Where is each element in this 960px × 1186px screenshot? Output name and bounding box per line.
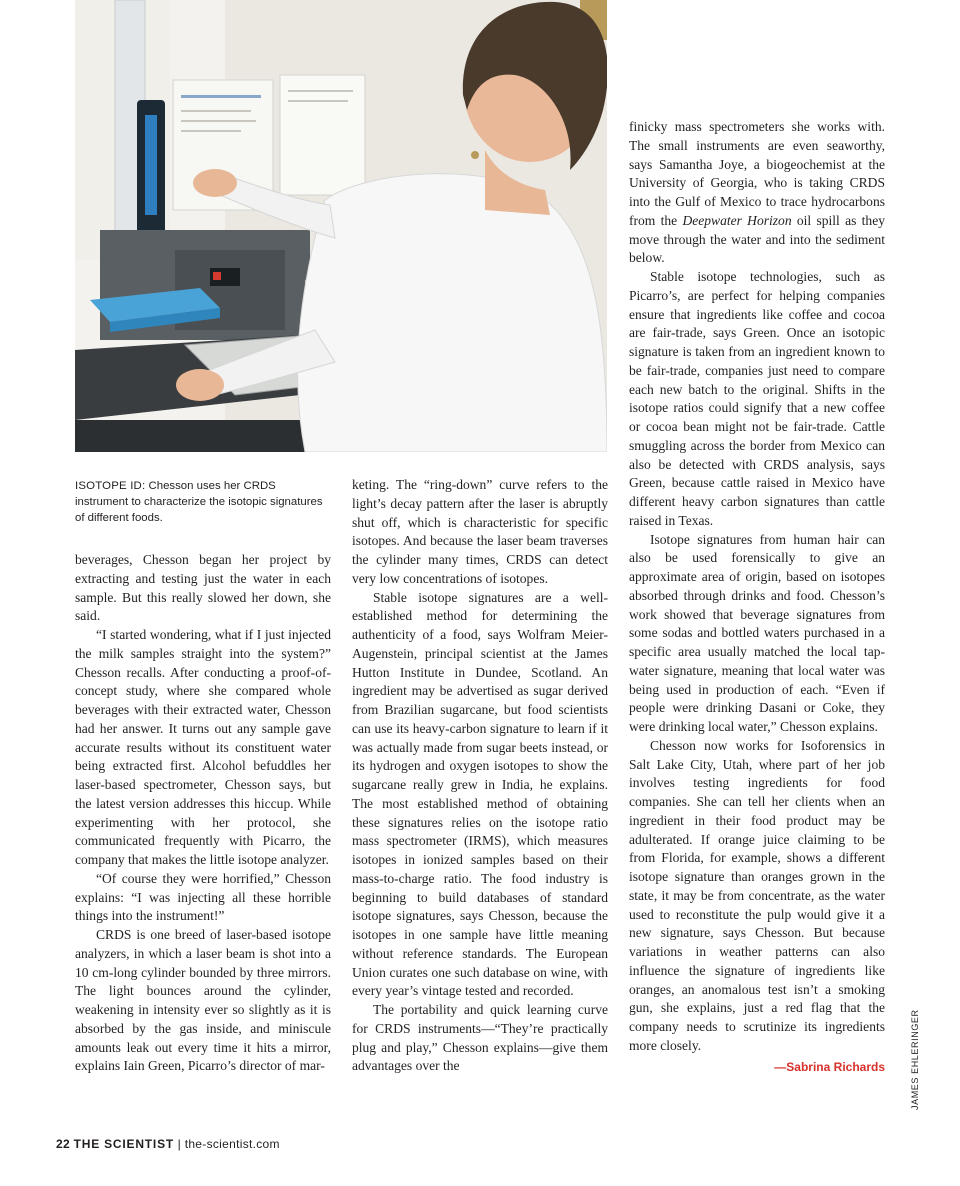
scientist-instrument-illustration — [75, 0, 607, 452]
text-run: oil spill as they move through the water and into the sediment below. — [629, 212, 885, 266]
paragraph: “Of course they were horrified,” Chesson explains: “I was injecting all these horrible things into the instrument!” — [75, 870, 331, 924]
article-column-2 — [352, 476, 608, 1076]
footer-separator: | — [177, 1137, 182, 1151]
photo-credit: JAMES EHLERINGER — [910, 1009, 920, 1110]
page-footer — [56, 1137, 280, 1151]
paragraph: Chesson now works for Isoforensics in Salt Lake City, Utah, where part of her job involves testing ingredients for food companies. She can tell her clients when an ingredient in their food product may be adulterated. If orange juice claiming to be from Florida, for example, shows a different isotope signature than oranges grown in the state, it may be from concentrate, as the water used to reconstitute the pulp would give it a new signature, says Chesson. But because variations in weather patterns can also influence the signature of ingredients like oranges, an anomalous test isn’t a smoking gun, she explains, just a red flag that the company needs to scrutinize its ingredients more closely. — [629, 737, 885, 1053]
paragraph — [629, 118, 885, 268]
paragraph: The portability and quick learning curve for CRDS instruments—“They’re practically plug and play,” Chesson explains—give them advantages over the — [352, 1002, 608, 1074]
paragraph: keting. The “ring-down” curve refers to the light’s decay pattern after the laser is abruptly shut off, which is characteristic for specific isotopes. And because the laser beam traverses the cylinder many times, CRDS can detect very low concentrations of isotopes. — [352, 477, 608, 586]
caption-lead: ISOTOPE ID: — [75, 480, 146, 492]
footer-url[interactable]: the-scientist.com — [184, 1137, 280, 1151]
author-signature: —Sabrina Richards — [774, 1059, 885, 1074]
text-run: finicky mass spectrometers she works with. The small instruments are even seaworthy, says Samantha Joye, a biogeochemist at the University of Georgia, who is taking CRDS into the Gulf of Mexico to trace hydrocarbons from the — [629, 119, 885, 228]
paragraph: Stable isotope technologies, such as Picarro’s, are perfect for helping companies ensure that ingredients like coffee and cocoa are fair-trade, says Green. Once an isotopic signature is taken from an ingredient known to be fair-trade, companies just need to compare each new batch to the original. Shifts in the isotope ratios could signify that a new coffee or cocoa bean might not be fair-trade. Cattle smuggling across the border from Mexico can also be detected with CRDS analysis, says Green, because cattle raised in Mexico have different heavy carbon signatures than cattle raised in Texas. — [629, 269, 885, 528]
photo-caption — [75, 478, 330, 526]
ship-name: Deepwater Horizon — [682, 212, 792, 228]
paragraph: Stable isotope signatures are a well-established method for determining the authenticity of a food, says Wolfram Meier-Augenstein, principal scientist at the James Hutton Institute in Dundee, Scotland. An ingredient may be advertised as sugar derived from Brazilian sugarcane, but food scientists can use its heavy-carbon signature to learn if it was actually made from sugar beets instead, or its hydrogen and oxygen isotopes to show the sugarcane really grew in India, he explains. The most established method of obtaining these signatures relies on the isotope ratio mass spectrometer (IRMS), which measures isotopes in ionized samples based on their mass-to-charge ratio. The food industry is beginning to build databases of standard isotope signatures, says Chesson, because the isotopes in one sample have little meaning without reference standards. The European Union curates one such database on wine, with every year’s vintage tested and recorded. — [352, 589, 608, 999]
paragraph: “I started wondering, what if I just injected the milk samples straight into the system?” Chesson recalls. After conducting a proof-of-concept study, where she compared whole beverages with their extracted water, Chesson had her answer. It turns out any sample gave accurate results without its constituent water being extracted first. Alcohol befuddles her laser-based spectrometer, Chesson says, but the latest version addresses this hiccup. While experimenting with her protocol, she communicated frequently with Picarro, the company that makes the little isotope analyzer. — [75, 627, 331, 867]
magazine-name: THE SCIENTIST — [73, 1137, 174, 1151]
caption-text: Chesson uses her CRDS instrument to characterize the isotopic signatures of different foods. — [75, 480, 323, 524]
paragraph: beverages, Chesson began her project by extracting and testing just the water in each sample. But this really slowed her down, she said. — [75, 552, 331, 624]
paragraph: CRDS is one breed of laser-based isotope analyzers, in which a laser beam is shot into a 10 cm-long cylinder bounded by three mirrors. The light bounces around the cylinder, weakening in intensity ever so slightly as it is absorbed by the gas inside, and miniscule amounts leak out every time it hits a mirror, explains Iain Green, Picarro’s director of mar- — [75, 927, 331, 1074]
paragraph: Isotope signatures from human hair can also be used forensically to give an approximate area of origin, based on isotopes absorbed through drinks and food. Chesson’s work showed that beverage signatures from some sodas and bottled waters purchased in a specific area usually matched the local tap-water signature, meaning that local water was being used in production of each. “Even if people were drinking Dasani or Coke, they were drinking local water,” Chesson explains. — [629, 531, 885, 734]
page-number: 22 — [56, 1137, 70, 1151]
article-photo — [75, 0, 607, 452]
article-column-1 — [75, 551, 331, 1076]
article-column-3 — [629, 118, 885, 1076]
